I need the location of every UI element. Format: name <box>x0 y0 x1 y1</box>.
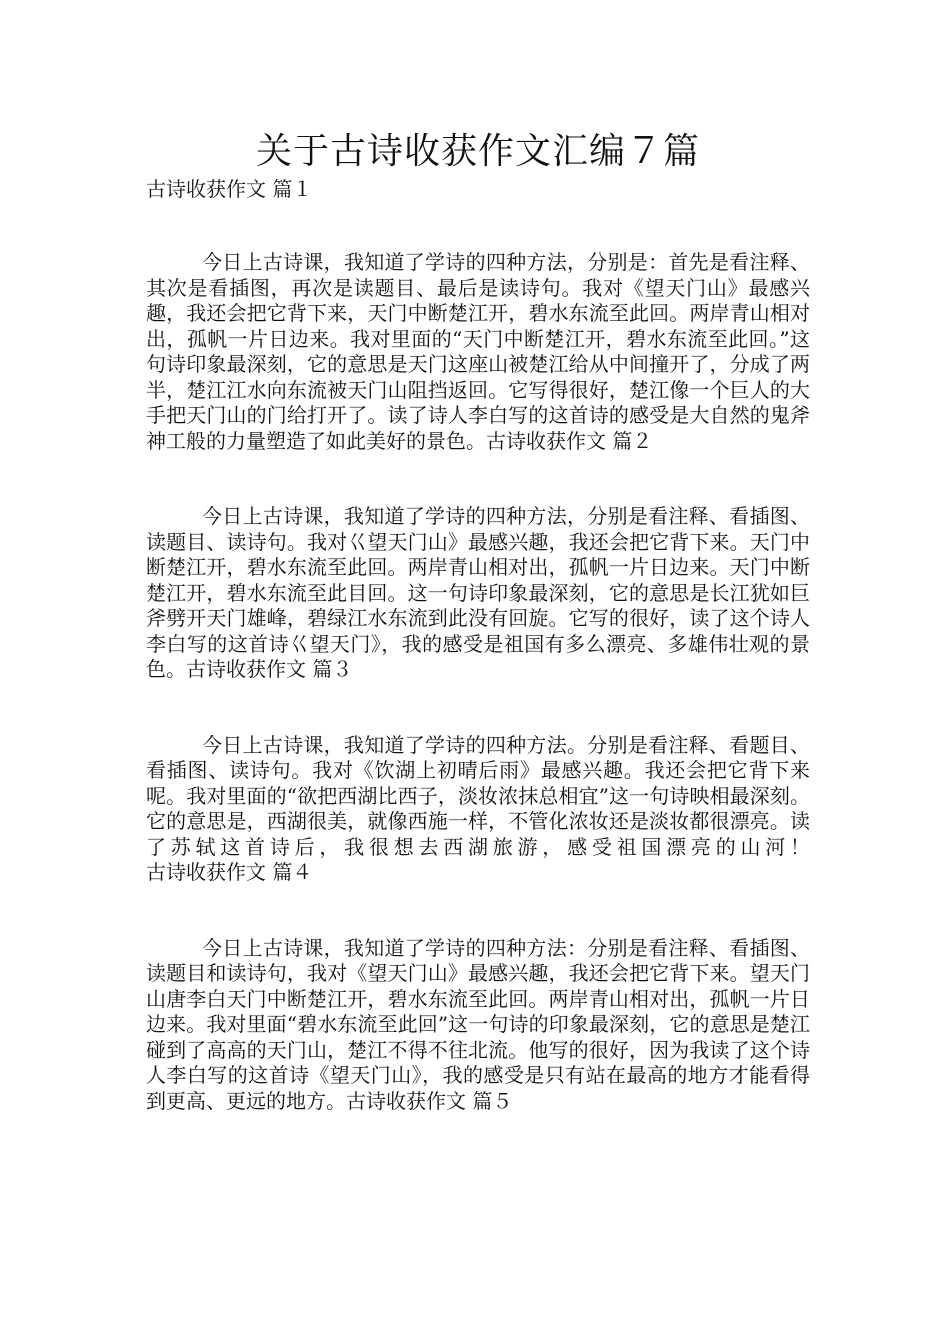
essay-paragraph-2 <box>146 504 810 683</box>
spacer <box>146 202 810 250</box>
essay-body-2: 今日上古诗课，我知道了学诗的四种方法，分别是看注释、看插图、读题目、读诗句。我对巜望天门山》最感兴趣，我还会把它背下来。天门中断楚江开，碧水东流至此回。两岸青山相对出，孤帆一片日边来。天门中断楚江开，碧水东流至此目回。这一句诗印象最深刻，它的意思是长江犹如巨斧劈开天门雄峰，碧绿江水东流到此没有回旋。它写的很好，读了这个诗人李白写的这首诗巜望天门》，我的感受是祖国有多么漂亮、多雄伟壮观的景色。 <box>146 504 810 681</box>
spacer <box>146 886 810 936</box>
section-heading-1: 古诗收获作文 篇１ <box>146 177 313 201</box>
essay-paragraph-3 <box>146 733 810 886</box>
essay-body-4: 今日上古诗课，我知道了学诗的四种方法：分别是看注释、看插图、读题目和读诗句，我对《望天门山》最感兴趣，我还会把它背下来。望天门山唐李白天门中断楚江开，碧水东流至此回。两岸青山相对出，孤帆一片日边来。我对里面“碧水东流至此回”这一句诗的印象最深刻，它的意思是楚江碰到了高高的天门山，楚江不得不往北流。他写的很好，因为我读了这个诗人李白写的这首诗《望天门山》，我的感受是只有站在最高的地方才能看得到更高、更远的地方。 <box>146 935 810 1113</box>
essay-paragraph-4 <box>146 936 810 1115</box>
essay-body-3: 今日上古诗课，我知道了学诗的四种方法。分别是看注释、看题目、看插图、读诗句。我对《饮湖上初晴后雨》最感兴趣。我还会把它背下来呢。我对里面的“欲把西湖比西子，淡妆浓抹总相宜”这一句诗映相最深刻。它的意思是，西湖很美，就像西施一样，不管化浓妆还是淡妆都很漂亮。读了苏轼这首诗后，我很想去西湖旅游，感受祖国漂亮的山河！ <box>146 732 810 859</box>
section-heading-5: 古诗收获作文 篇５ <box>346 1088 513 1113</box>
document-page <box>146 128 810 1114</box>
document-title: 关于古诗收获作文汇编７篇 <box>255 131 700 172</box>
essay-paragraph-1 <box>146 250 810 454</box>
section-heading-3: 古诗收获作文 篇３ <box>186 657 353 681</box>
essay-body-1: 今日上古诗课，我知道了学诗的四种方法，分别是：首先是看注释、其次是看插图，再次是读题目、最后是读诗句。我对《望天门山》最感兴趣，我还会把它背下来，天门中断楚江开，碧水东流至此回。两岸青山相对出，孤帆一片日边来。我对里面的“天门中断楚江开，碧水东流至此回。”这句诗印象最深刻，它的意思是天门这座山被楚江给从中间撞开了，分成了两半，楚江江水向东流被天门山阻挡返回。它写得很好，楚江像一个巨人的大手把天门山的门给打开了。读了诗人李白写的这首诗的感受是大自然的鬼斧神工般的力量塑造了如此美好的景色。 <box>146 250 810 453</box>
section-heading-2: 古诗收获作文 篇２ <box>486 428 653 453</box>
spacer <box>146 683 810 733</box>
section-heading-4: 古诗收获作文 篇４ <box>146 860 313 884</box>
spacer <box>146 454 810 504</box>
